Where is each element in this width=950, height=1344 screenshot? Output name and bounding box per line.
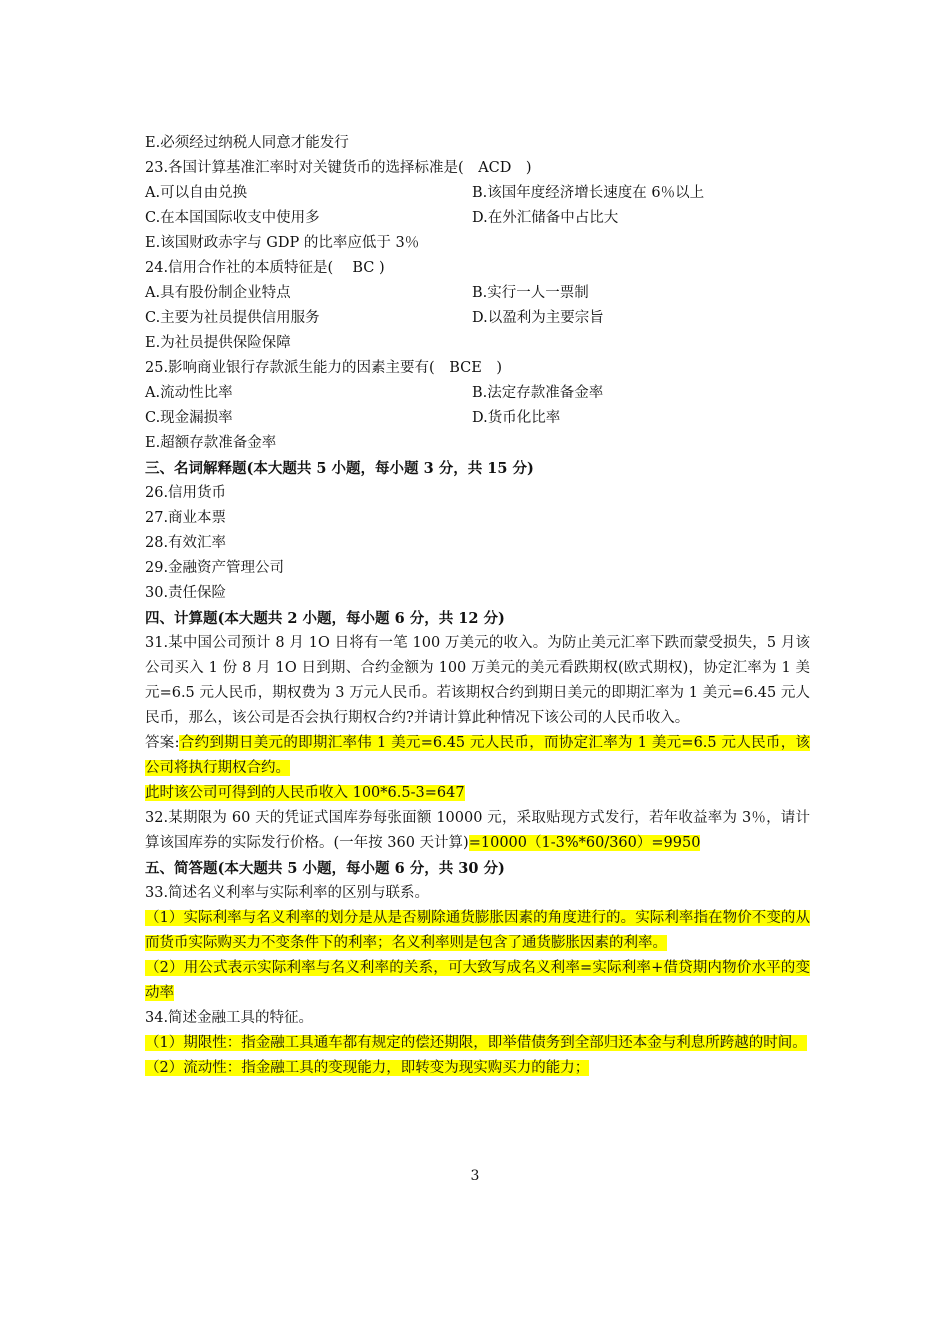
- question-28: 28.有效汇率: [145, 535, 227, 551]
- option-b: B.实行一人一票制: [472, 285, 589, 301]
- question-30: 30.责任保险: [145, 585, 227, 601]
- question-33: 33.简述名义利率与实际利率的区别与联系。: [145, 885, 430, 901]
- section-heading-3: 三、名词解释题(本大题共 5 小题，每小题 3 分，共 15 分): [145, 460, 534, 477]
- option-c: C.在本国国际收支中使用多: [145, 210, 320, 226]
- option-a: A.可以自由兑换: [145, 185, 248, 201]
- answer-32: =10000（1-3%*60/360）=9950: [468, 835, 701, 851]
- options-row: [145, 306, 810, 331]
- option-e: E.超额存款准备金率: [145, 435, 277, 451]
- answer-33-text-1: （1）实际利率与名义利率的划分是从是否剔除通货膨胀因素的角度进行的。实际利率指在物价不变的从而货币实际购买力不变条件下的利率；名义利率则是包含了通货膨胀因素的利率。: [145, 910, 810, 951]
- answer-33-text-2: （2）用公式表示实际利率与名义利率的关系，可大致写成名义利率=实际利率+借贷期内物价水平的变动率: [145, 960, 810, 1001]
- options-row: [145, 381, 810, 406]
- option-c: C.现金漏损率: [145, 410, 233, 426]
- option-e: E.该国财政赤字与 GDP 的比率应低于 3％: [145, 235, 420, 251]
- answer-31: [145, 731, 810, 781]
- option-a: A.具有股份制企业特点: [145, 285, 291, 301]
- answer-label: 答案:: [145, 735, 180, 751]
- answer-34-part-2: [145, 1056, 810, 1081]
- answer-31-text: 合约到期日美元的即期汇率伟 1 美元=6.45 元人民币，而协定汇率为 1 美元=6.5 元人民币，该公司将执行期权合约。: [145, 735, 811, 776]
- page-number: 3: [470, 1168, 480, 1184]
- section-heading-5: 五、简答题(本大题共 5 小题，每小题 6 分，共 30 分): [145, 860, 505, 877]
- options-row: [145, 206, 810, 231]
- answer-33-part-1: [145, 906, 810, 956]
- question-27: 27.商业本票: [145, 510, 227, 526]
- answer-31-calc-line: [145, 781, 810, 806]
- section-heading-4: 四、计算题(本大题共 2 小题，每小题 6 分，共 12 分): [145, 610, 505, 627]
- option-c: C.主要为社员提供信用服务: [145, 310, 320, 326]
- answer-33-part-2: [145, 956, 810, 1006]
- option-a: A.流动性比率: [145, 385, 233, 401]
- question-34: 34.简述金融工具的特征。: [145, 1010, 314, 1026]
- answer-34-text-2: （2）流动性：指金融工具的变现能力，即转变为现实购买力的能力；: [145, 1060, 590, 1076]
- question-25: 25.影响商业银行存款派生能力的因素主要有( BCE ): [145, 360, 502, 376]
- option-d: D.以盈利为主要宗旨: [472, 310, 604, 326]
- answer-34-part-1: [145, 1031, 810, 1056]
- question-32: [145, 806, 810, 856]
- options-row: [145, 406, 810, 431]
- option-e: E.必须经过纳税人同意才能发行: [145, 135, 349, 151]
- option-d: D.在外汇储备中占比大: [472, 210, 619, 226]
- option-b: B.该国年度经济增长速度在 6％以上: [472, 185, 705, 201]
- answer-34-text-1: （1）期限性：指金融工具通车都有规定的偿还期限，即举借债务到全部归还本金与利息所跨越的时间。: [145, 1035, 807, 1051]
- question-31: 31.某中国公司预计 8 月 1O 日将有一笔 100 万美元的收入。为防止美元汇率下跌而蒙受损失，5 月该公司买入 1 份 8 月 1O 日到期、合约金额为 100 万美元的美元看跌期权(欧式期权)，协定汇率为 1 美元=6.5 元人民币，期权费为 3 万元人民币。若该期权合约到期日美元的即期汇率为 1 美元=6.45 元人民币，那么，该公司是否会执行期权合约?并请计算此种情况下该公司的人民币收入。: [145, 635, 810, 726]
- answer-31-calc: 此时该公司可得到的人民币收入 100*6.5-3=647: [145, 785, 465, 801]
- options-row: [145, 181, 810, 206]
- question-29: 29.金融资产管理公司: [145, 560, 285, 576]
- question-24: 24.信用合作社的本质特征是( BC ): [145, 260, 385, 276]
- question-32-text: 32.某期限为 60 天的凭证式国库券每张面额 10000 元，采取贴现方式发行，若年收益率为 3％，请计算该国库券的实际发行价格。(一年按 360 天计算): [145, 810, 810, 851]
- option-d: D.货币化比率: [472, 410, 561, 426]
- question-23: 23.各国计算基准汇率时对关键货币的选择标准是( ACD ): [145, 160, 532, 176]
- option-b: B.法定存款准备金率: [472, 385, 604, 401]
- document-page: [145, 131, 810, 1081]
- question-26: 26.信用货币: [145, 485, 227, 501]
- option-e: E.为社员提供保险保障: [145, 335, 291, 351]
- options-row: [145, 281, 810, 306]
